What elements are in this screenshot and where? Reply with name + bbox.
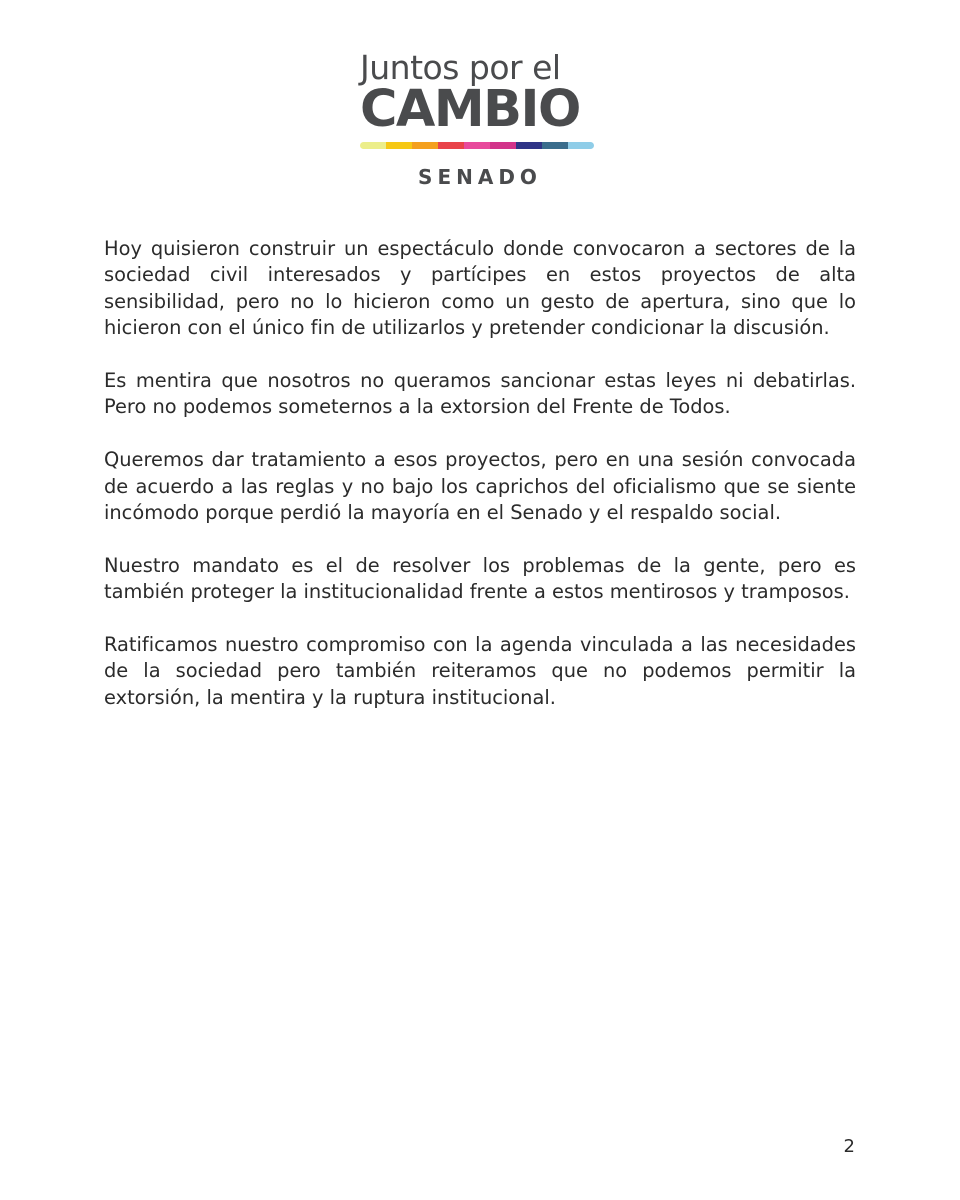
juntos-por-el-cambio-logo: [360, 50, 600, 189]
stripe-segment: [490, 142, 516, 149]
stripe-segment: [516, 142, 542, 149]
paragraph-5: Ratificamos nuestro compromiso con la agenda vinculada a las necesidades de la sociedad pero también reiteramos que no podemos permitir la extorsión, la mentira y la ruptura institucional.: [104, 633, 856, 709]
logo-text-line1: Juntos por el: [360, 48, 561, 87]
paragraph-2: Es mentira que nosotros no queramos sancionar estas leyes ni debatirlas. Pero no podemos someternos a la extorsion del Frente de Todos.: [104, 369, 856, 419]
logo-color-stripe: [360, 142, 594, 149]
document-body: [104, 236, 856, 738]
stripe-segment: [386, 142, 412, 149]
page-header: [0, 50, 960, 189]
stripe-segment: [412, 142, 438, 149]
paragraph-1: Hoy quisieron construir un espectáculo donde convocaron a sectores de la sociedad civil interesados y partícipes en estos proyectos de alta sensibilidad, pero no lo hicieron como un gesto de apertura, sino que lo hicieron con el único fin de utilizarlos y pretender condicionar la discusión.: [104, 237, 856, 340]
stripe-segment: [568, 142, 594, 149]
logo-text-line2: CAMBIO: [360, 80, 580, 139]
stripe-segment: [360, 142, 386, 149]
stripe-segment: [542, 142, 568, 149]
paragraph-3: Queremos dar tratamiento a esos proyectos, pero en una sesión convocada de acuerdo a las reglas y no bajo los caprichos del oficialismo que se siente incómodo porque perdió la mayoría en el Senado y el respaldo social.: [104, 448, 856, 525]
stripe-segment: [464, 142, 490, 149]
paragraph-4: Nuestro mandato es el de resolver los problemas de la gente, pero es también proteger la institucionalidad frente a estos mentirosos y tramposos.: [104, 553, 856, 604]
stripe-segment: [438, 142, 464, 149]
page-number: 2: [843, 1136, 855, 1157]
logo-subtitle-senado: SENADO: [418, 165, 542, 189]
